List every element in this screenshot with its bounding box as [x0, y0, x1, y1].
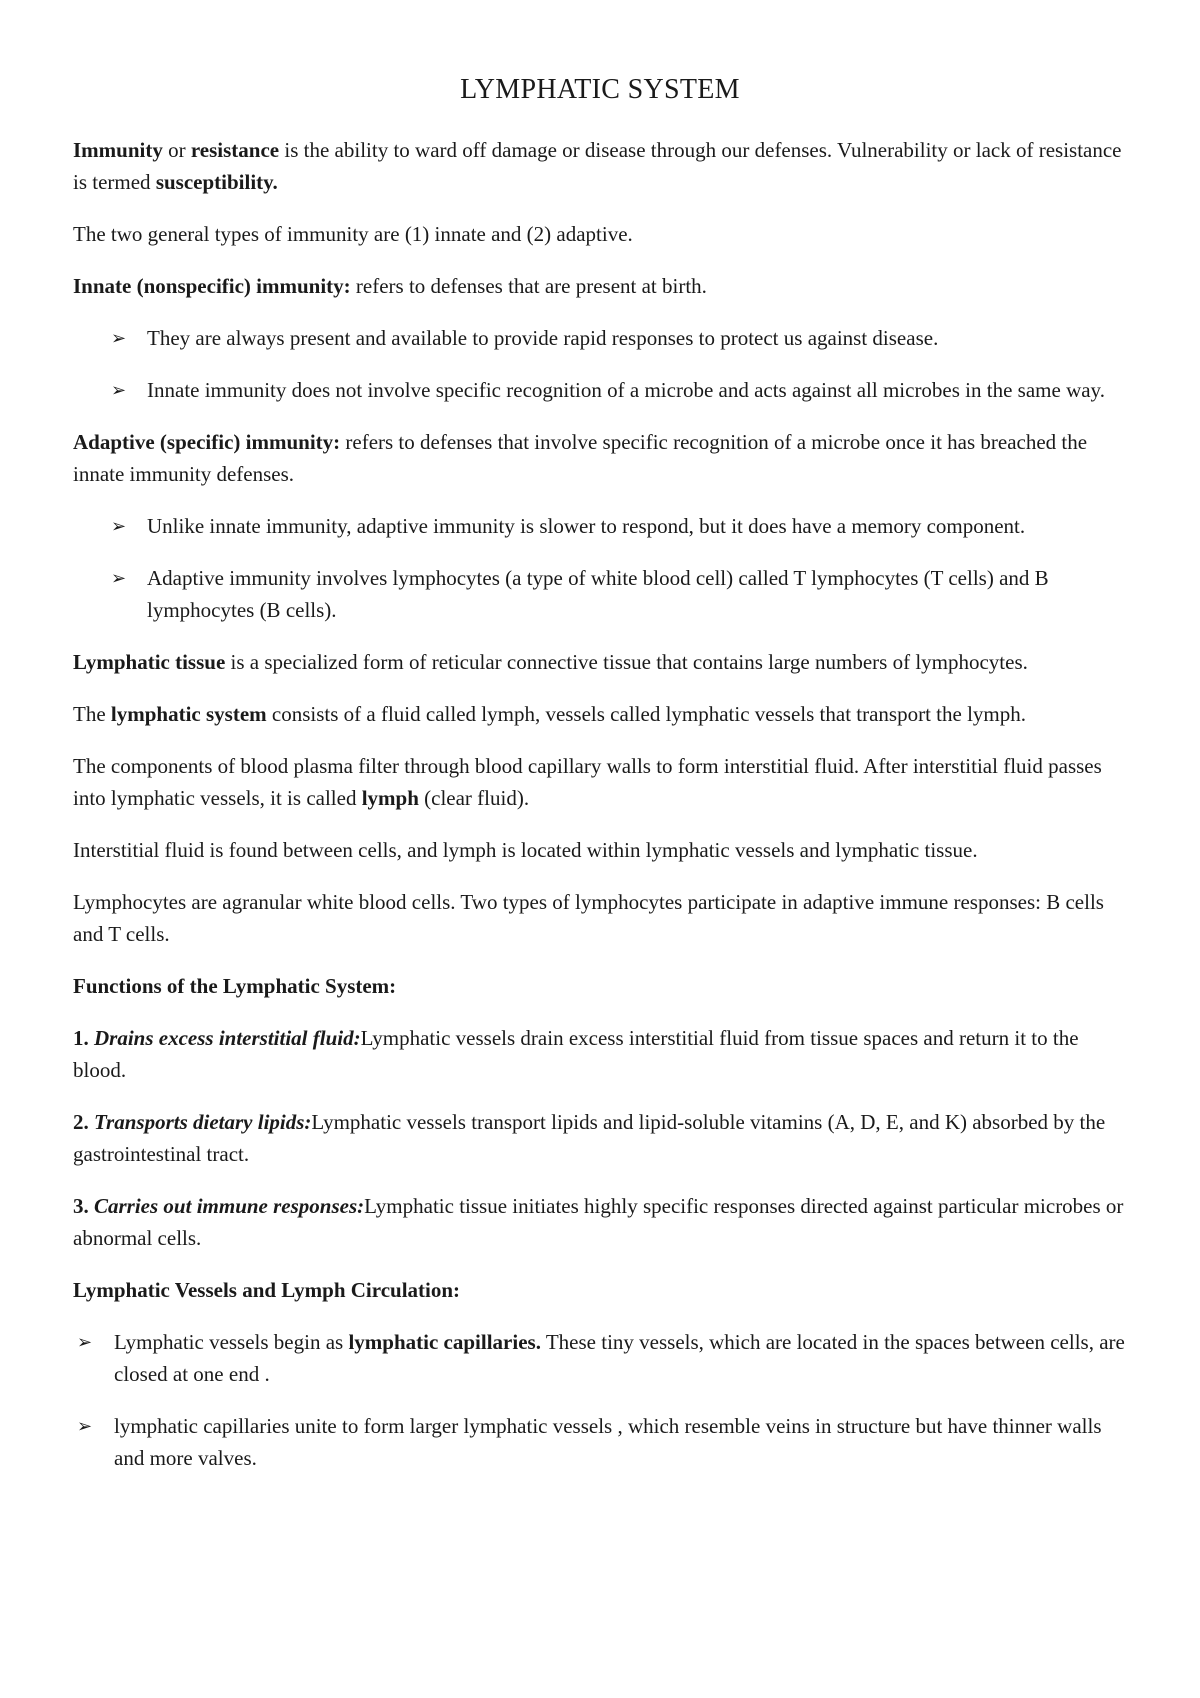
arrow-bullet-icon: ➢ — [111, 516, 127, 537]
bullet-text: Unlike innate immunity, adaptive immunity is slower to respond, but it does have a memory component. — [147, 514, 1026, 538]
paragraph-components — [73, 750, 1133, 814]
arrow-bullet-icon: ➢ — [111, 328, 127, 349]
term-susceptibility: susceptibility. — [155, 170, 278, 194]
term-lymphatic-system: lymphatic system — [110, 702, 267, 726]
function-text: Lymphatic tissue initiates highly specific responses directed against particular microbes or abnormal cells. — [73, 1194, 1124, 1250]
bullet-text: They are always present and available to provide rapid responses to protect us against disease. — [147, 326, 939, 350]
text: (clear fluid). — [418, 786, 530, 810]
text: refers to defenses that are present at birth. — [350, 274, 707, 298]
term-lymph: lymph — [361, 786, 419, 810]
term-resistance: resistance — [190, 138, 280, 162]
paragraph-lymphocytes: Lymphocytes are agranular white blood cells. Two types of lymphocytes participate in adaptive immune responses: B cells and T cells. — [73, 890, 1104, 946]
page-title: LYMPHATIC SYSTEM — [460, 74, 740, 105]
paragraph-immunity — [73, 134, 1133, 198]
function-item — [73, 1106, 1133, 1170]
function-text: Lymphatic vessels transport lipids and lipid-soluble vitamins (A, D, E, and K) absorbed by the gastrointestinal tract. — [73, 1110, 1106, 1166]
arrow-bullet-icon: ➢ — [77, 1332, 93, 1353]
document-body — [73, 134, 1133, 1494]
list-item — [73, 510, 1133, 542]
bullet-text: Innate immunity does not involve specific recognition of a microbe and acts against all microbes in the same way. — [147, 378, 1105, 402]
text: is the ability to ward off damage or disease through our defenses. Vulnerability or lack of resistance is termed — [73, 138, 1122, 194]
function-term: Carries out immune responses: — [94, 1194, 365, 1218]
term-immunity: Immunity — [73, 138, 163, 162]
heading-functions — [73, 970, 1133, 1002]
arrow-bullet-icon: ➢ — [111, 380, 127, 401]
heading-text: Functions of the Lymphatic System: — [73, 974, 397, 998]
text: consists of a fluid called lymph, vessels called lymphatic vessels that transport the lymph. — [266, 702, 1026, 726]
paragraph-adaptive — [73, 426, 1133, 490]
function-number: 1. — [73, 1026, 94, 1050]
text: The components of blood plasma filter through blood capillary walls to form interstitial fluid. After interstitial fluid passes into lymphatic vessels, it is called — [73, 754, 1102, 810]
bullet-text: These tiny vessels, which are located in the spaces between cells, are closed at one end . — [114, 1330, 1125, 1386]
function-number: 2. — [73, 1110, 94, 1134]
function-number: 3. — [73, 1194, 94, 1218]
bullet-text: Adaptive immunity involves lymphocytes (a type of white blood cell) called T lymphocytes (T cells) and B lymphocytes (B cells). — [147, 566, 1049, 622]
list-item — [73, 374, 1133, 406]
function-term: Drains excess interstitial fluid: — [94, 1026, 361, 1050]
arrow-bullet-icon: ➢ — [77, 1416, 93, 1437]
list-item — [73, 322, 1133, 354]
function-text: Lymphatic vessels drain excess interstitial fluid from tissue spaces and return it to the blood. — [73, 1026, 1079, 1082]
paragraph-lymphatic-tissue — [73, 646, 1133, 678]
text: The — [73, 702, 111, 726]
function-term: Transports dietary lipids: — [94, 1110, 312, 1134]
heading-vessels — [73, 1274, 1133, 1306]
term-lymphatic-tissue: Lymphatic tissue — [73, 650, 226, 674]
list-item — [73, 1410, 1133, 1474]
paragraph-interstitial: Interstitial fluid is found between cells, and lymph is located within lymphatic vessels and lymphatic tissue. — [73, 838, 978, 862]
term-lymphatic-capillaries: lymphatic capillaries. — [348, 1330, 541, 1354]
bullet-text: lymphatic capillaries unite to form larger lymphatic vessels , which resemble veins in structure but have thinner walls and more valves. — [114, 1414, 1102, 1470]
text: refers to defenses that involve specific recognition of a microbe once it has breached the innate immunity defenses. — [73, 430, 1088, 486]
bullet-text: Lymphatic vessels begin as — [114, 1330, 349, 1354]
heading-text: Lymphatic Vessels and Lymph Circulation: — [73, 1278, 461, 1302]
list-item — [73, 562, 1133, 626]
paragraph-types: The two general types of immunity are (1) innate and (2) adaptive. — [73, 222, 633, 246]
paragraph-innate — [73, 270, 1133, 302]
function-item — [73, 1190, 1133, 1254]
term-innate: Innate (nonspecific) immunity: — [73, 274, 351, 298]
arrow-bullet-icon: ➢ — [111, 568, 127, 589]
text: or — [162, 138, 191, 162]
paragraph-lymphatic-system — [73, 698, 1133, 730]
function-item — [73, 1022, 1133, 1086]
term-adaptive: Adaptive (specific) immunity: — [73, 430, 341, 454]
text: is a specialized form of reticular connective tissue that contains large numbers of lymphocytes. — [225, 650, 1028, 674]
list-item — [73, 1326, 1133, 1390]
